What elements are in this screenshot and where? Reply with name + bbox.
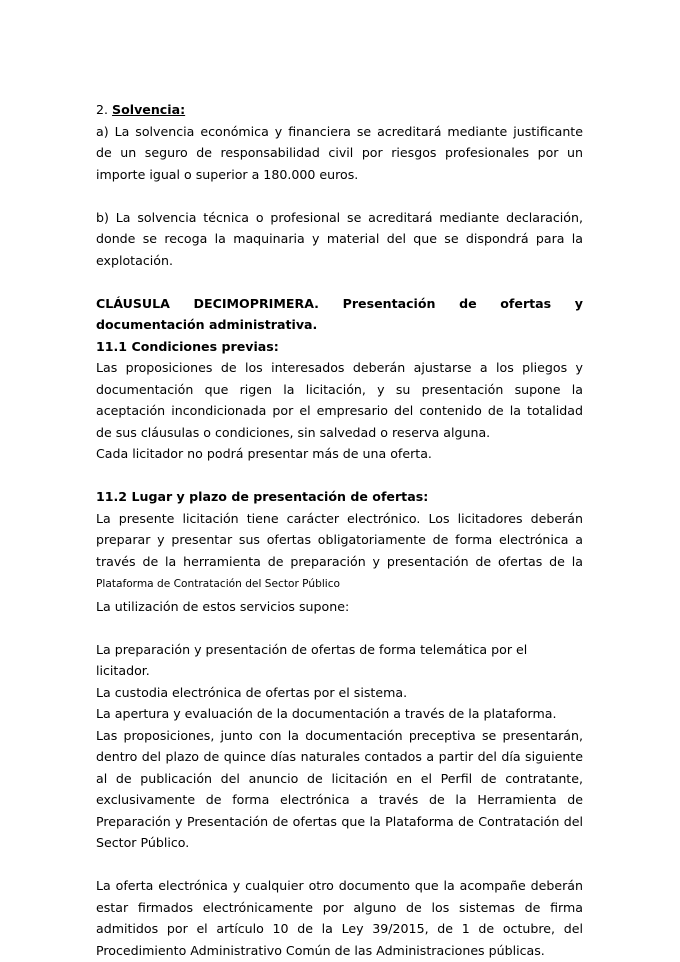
document-page <box>96 99 583 961</box>
clausula-title: CLÁUSULA DECIMOPRIMERA. Presentación de ofertas y documentación administrativa. <box>96 295 583 332</box>
section-2-number: 2. <box>96 102 109 117</box>
section-11-1-title: 11.1 Condiciones previas: <box>96 338 279 354</box>
plazo-paragraph: Las proposiciones, junto con la documentación preceptiva se presentarán, dentro del plazo de quince días naturales contados a partir del día siguiente al de publicación del anuncio de licitación en el Perfil de contratante, exclusivamente de forma electrónica a través de la Herramienta de Preparación y Presentación de ofertas que la Plataforma de Contratación del Sector Público. <box>96 727 583 850</box>
list-item: La preparación y presentación de ofertas de forma telemática por el licitador. <box>96 641 528 678</box>
servicios-paragraph: La utilización de estos servicios supone: <box>96 598 350 614</box>
section-2-title: Solvencia: <box>112 102 186 117</box>
plataforma-text: Plataforma de Contratación del Sector Público <box>96 578 341 590</box>
solvencia-economica: a) La solvencia económica y financiera se acreditará mediante justificante de un seguro de responsabilidad civil por riesgos profesionales por un importe igual o superior a 180.000 euros. <box>96 123 583 182</box>
condiciones-paragraph: Las proposiciones de los interesados deberán ajustarse a los pliegos y documentación que rigen la licitación, y su presentación supone la aceptación incondicionada por el empresario del contenido de la totalidad de sus cláusulas o condiciones, sin salvedad o reserva alguna. <box>96 360 583 440</box>
licitacion-text: La presente licitación tiene carácter electrónico. Los licitadores deberán preparar y presentar sus ofertas obligatoriamente de forma electrónica a través de la herramienta de preparación y presentación de ofertas de la <box>96 510 583 569</box>
section-2-heading <box>96 99 583 121</box>
firma-paragraph: La oferta electrónica y cualquier otro documento que la acompañe deberán estar firmados electrónicamente por alguno de los sistemas de firma admitidos por el artículo 10 de la Ley 39/2015, de 1 de octubre, del Procedimiento Administrativo Común de las Administraciones públicas. <box>96 878 583 958</box>
solvencia-tecnica: b) La solvencia técnica o profesional se acreditará mediante declaración, donde se recoga la maquinaria y material del que se dispondrá para la explotación. <box>96 209 583 268</box>
una-oferta-paragraph: Cada licitador no podrá presentar más de una oferta. <box>96 446 432 461</box>
section-11-2-title: 11.2 Lugar y plazo de presentación de ofertas: <box>96 489 429 504</box>
list-item: La custodia electrónica de ofertas por el sistema. <box>96 684 408 700</box>
list-item: La apertura y evaluación de la documentación a través de la plataforma. <box>96 706 557 721</box>
licitacion-electronica-paragraph <box>96 508 583 596</box>
